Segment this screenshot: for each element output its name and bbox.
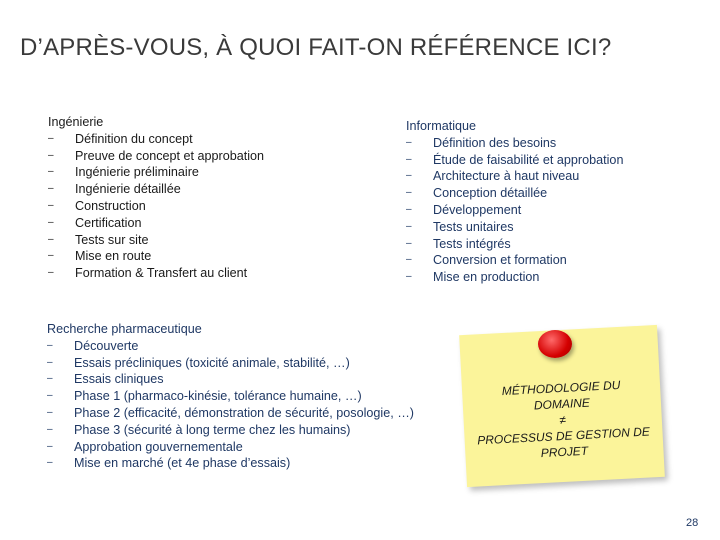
list-item-text: Phase 1 (pharmaco-kinésie, tolérance humaine, …) [74, 389, 362, 404]
pharma-list [47, 321, 414, 472]
bullet-dash: – [47, 390, 53, 402]
list-item [48, 148, 264, 165]
bullet-dash: – [406, 271, 412, 283]
list-item-text: Essais cliniques [74, 372, 164, 387]
list-item-text: Ingénierie détaillée [75, 182, 181, 197]
note-line: PROJET [540, 443, 589, 461]
list-item [406, 135, 623, 152]
list-item [406, 168, 623, 185]
list-item [47, 405, 414, 422]
list-item [48, 198, 264, 215]
it-heading: Informatique [406, 119, 477, 133]
list-item-text: Certification [75, 215, 142, 230]
it-list [406, 118, 623, 286]
note-line: PROCESSUS DE GESTION DE [476, 424, 651, 448]
list-item [47, 371, 414, 388]
bullet-dash: – [406, 187, 412, 199]
bullet-dash: – [47, 457, 53, 469]
bullet-dash: – [48, 166, 54, 178]
list-item [48, 248, 264, 265]
slide-title: D’APRÈS-VOUS, À QUOI FAIT-ON RÉFÉRENCE ICI? [20, 34, 612, 61]
engineering-list [48, 114, 264, 282]
list-item-text: Formation & Transfert au client [75, 266, 248, 281]
list-item [406, 152, 623, 169]
list-item-text: Étude de faisabilité et approbation [433, 152, 624, 167]
list-item [406, 252, 623, 269]
note-line: MÉTHODOLOGIE DU [501, 377, 621, 399]
list-item [48, 232, 264, 249]
bullet-dash: – [47, 440, 53, 452]
list-item-text: Phase 3 (sécurité à long terme chez les humains) [74, 422, 351, 437]
list-item-text: Phase 2 (efficacité, démonstration de sécurité, posologie, …) [74, 405, 414, 420]
list-item [48, 265, 264, 282]
list-item-text: Approbation gouvernementale [74, 439, 243, 454]
not-equal-sign: ≠ [559, 412, 567, 428]
list-item-text: Conception détaillée [433, 186, 548, 201]
list-item-text: Mise en marché (et 4e phase d’essais) [74, 456, 291, 471]
list-item [47, 338, 414, 355]
note-line: DOMAINE [533, 395, 591, 413]
bullet-dash: – [406, 220, 412, 232]
list-item [47, 455, 414, 472]
list-item-text: Définition des besoins [433, 135, 557, 150]
bullet-dash: – [47, 339, 53, 351]
list-item [406, 236, 623, 253]
sticky-note-text [462, 375, 664, 465]
list-item [47, 388, 414, 405]
engineering-heading: Ingénierie [48, 115, 104, 129]
bullet-dash: – [47, 373, 53, 385]
bullet-dash: – [406, 136, 412, 148]
list-item [47, 422, 414, 439]
list-item [48, 215, 264, 232]
pharma-heading: Recherche pharmaceutique [47, 322, 202, 336]
bullet-dash: – [406, 170, 412, 182]
list-item [47, 439, 414, 456]
list-item [406, 185, 623, 202]
bullet-dash: – [406, 203, 412, 215]
list-item [48, 131, 264, 148]
list-item-text: Essais précliniques (toxicité animale, stabilité, …) [74, 355, 350, 370]
list-item-text: Tests intégrés [433, 236, 511, 251]
bullet-dash: – [47, 423, 53, 435]
bullet-dash: – [47, 356, 53, 368]
list-item [406, 202, 623, 219]
list-item-text: Définition du concept [75, 131, 193, 146]
bullet-dash: – [48, 199, 54, 211]
list-item-text: Mise en route [75, 249, 152, 264]
bullet-dash: – [406, 254, 412, 266]
bullet-dash: – [406, 237, 412, 249]
page-number: 28 [686, 517, 699, 529]
list-item-text: Développement [433, 202, 522, 217]
list-item [406, 269, 623, 286]
bullet-dash: – [48, 183, 54, 195]
bullet-dash: – [48, 267, 54, 279]
list-item-text: Découverte [74, 338, 139, 353]
list-item-text: Tests sur site [75, 232, 149, 247]
bullet-dash: – [48, 216, 54, 228]
list-item-text: Conversion et formation [433, 253, 567, 268]
bullet-dash: – [48, 250, 54, 262]
bullet-dash: – [47, 406, 53, 418]
list-item-text: Mise en production [433, 270, 540, 285]
list-item [48, 181, 264, 198]
list-item [47, 355, 414, 372]
bullet-dash: – [406, 153, 412, 165]
list-item [406, 219, 623, 236]
list-item [48, 164, 264, 181]
list-item-text: Ingénierie préliminaire [75, 165, 199, 180]
list-item-text: Tests unitaires [433, 219, 514, 234]
list-item-text: Preuve de concept et approbation [75, 148, 265, 163]
list-item-text: Construction [75, 198, 146, 213]
list-item-text: Architecture à haut niveau [433, 169, 580, 184]
bullet-dash: – [48, 132, 54, 144]
pushpin-icon [538, 330, 572, 358]
bullet-dash: – [48, 149, 54, 161]
bullet-dash: – [48, 233, 54, 245]
